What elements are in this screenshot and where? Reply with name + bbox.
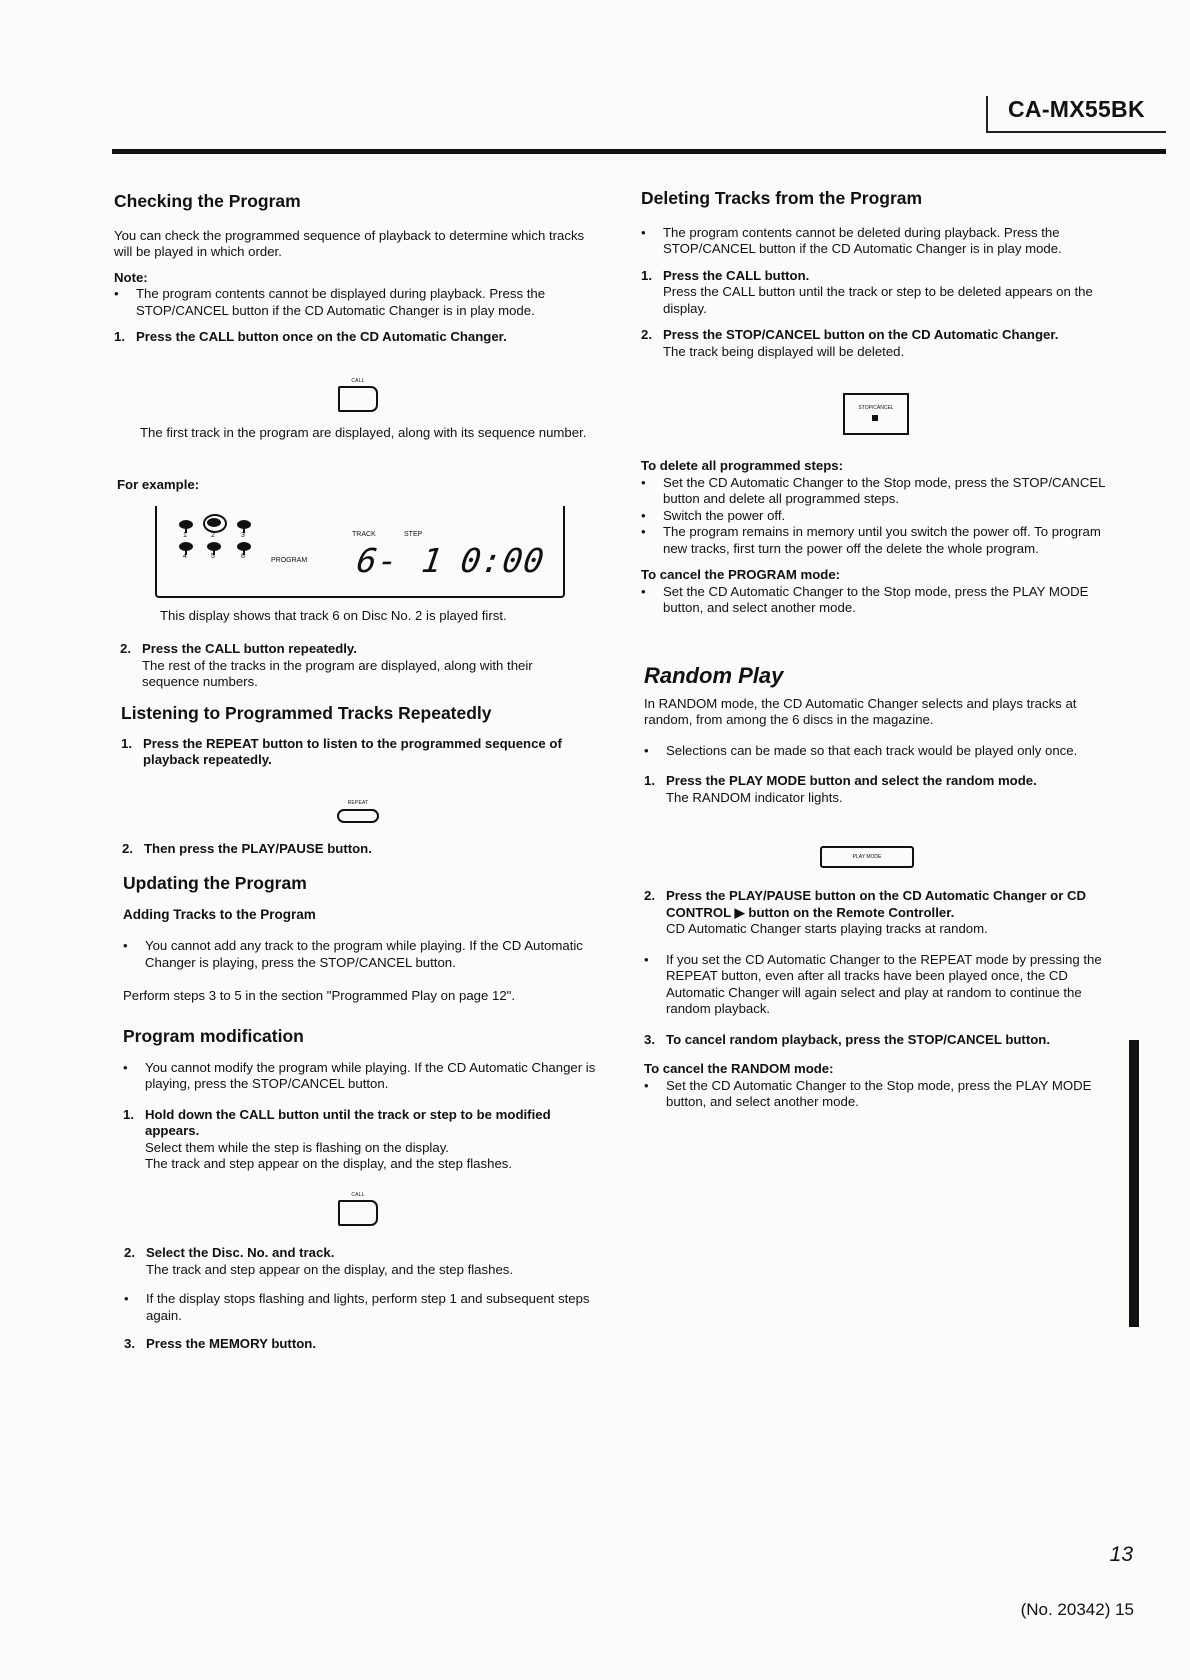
listening-step-2-block: [122, 841, 602, 858]
disc-number: 2: [211, 532, 215, 539]
step-text: Press the PLAY MODE button and select the random mode.: [666, 773, 1037, 788]
header-divider: [986, 96, 988, 133]
step-body: [145, 1107, 598, 1173]
listening-step-1: [121, 736, 601, 769]
step-body: [663, 327, 1109, 360]
deleting-bullet: • The program contents cannot be deleted during playback. Press the STOP/CANCEL button if the CD Automatic Changer is in play mode.: [641, 225, 1109, 258]
modification-bullet-2: • If the display stops flashing and lights, perform step 1 and subsequent steps again.: [124, 1291, 599, 1324]
call-button-illustration-2: [318, 1192, 398, 1226]
random-step-1: [644, 773, 1112, 806]
lcd-display-illustration: [155, 506, 565, 598]
cancel-random-bullet: • Set the CD Automatic Changer to the Stop mode, press the PLAY MODE button, and select another mode.: [644, 1078, 1112, 1111]
modification-title: Program modification: [123, 1026, 304, 1046]
document-number: (No. 20342) 15: [1020, 1600, 1134, 1619]
listening-section: [121, 705, 601, 769]
random-steps-block: [644, 888, 1112, 1111]
step-desc: The track being displayed will be deleted.: [663, 343, 905, 359]
lcd-time-value: 0:00: [458, 541, 548, 580]
step-desc: The rest of the tracks in the program are displayed, along with their sequence numbers.: [142, 657, 533, 689]
step-text: Press the CALL button once on the CD Automatic Changer.: [136, 329, 507, 344]
disc-number: 1: [183, 532, 187, 539]
delete-all-bullet-1: • Set the CD Automatic Changer to the Stop mode, press the STOP/CANCEL button and delete all programmed steps.: [641, 475, 1109, 508]
listening-step-2: [122, 841, 602, 858]
stop-cancel-button-icon: [843, 393, 909, 435]
repeat-button-label: REPEAT: [347, 800, 369, 806]
random-step-2: [644, 888, 1112, 938]
modification-bullet-text: You cannot modify the program while playing. If the CD Automatic Changer is playing, press the STOP/CANCEL button.: [145, 1059, 596, 1091]
disc-number: 3: [241, 532, 245, 539]
track-label: TRACK: [352, 531, 376, 538]
step-desc: CD Automatic Changer starts playing tracks at random.: [666, 921, 988, 936]
cancel-random-label: To cancel the RANDOM mode:: [644, 1061, 834, 1076]
random-step-3: [644, 1032, 1112, 1049]
modification-step-2: [124, 1245, 599, 1278]
updating-bullet-text: You cannot add any track to the program while playing. If the CD Automatic Changer is playing, press the STOP/CANCEL button.: [145, 938, 583, 970]
call-button-icon: [338, 1200, 378, 1226]
step-number: 1.: [121, 735, 132, 751]
updating-section: [123, 875, 598, 1005]
delete-all-bullet-3: • The program remains in memory until you switch the power off. To program new tracks, first turn the power off the delete the whole program.: [641, 524, 1109, 557]
step-body: [666, 888, 1112, 938]
random-bullet-text: Selections can be made so that each track would be played only once.: [666, 742, 1078, 758]
checking-program-section: [114, 193, 594, 346]
step-text: Press the MEMORY button.: [146, 1336, 316, 1351]
random-bullet-2: • If you set the CD Automatic Changer to the REPEAT mode by pressing the REPEAT button, even after all tracks have been played once, the CD Automatic Changer will again select and play at random to continue the random playback.: [644, 952, 1112, 1018]
updating-title: Updating the Program: [123, 873, 307, 893]
updating-perform: Perform steps 3 to 5 in the section "Programmed Play on page 12".: [123, 988, 516, 1003]
delete-all-text: The program remains in memory until you switch the power off. To program new tracks, first turn the power off the delete the whole program.: [663, 524, 1101, 556]
step-number: 2.: [124, 1245, 135, 1260]
modification-step-1: [123, 1107, 598, 1173]
deleting-bullet-text: The program contents cannot be deleted during playback. Press the STOP/CANCEL button if the CD Automatic Changer is in play mode.: [663, 224, 1062, 256]
random-play-title: Random Play: [644, 663, 784, 688]
delete-all-text: Set the CD Automatic Changer to the Stop mode, press the STOP/CANCEL button and delete all programmed steps.: [663, 474, 1105, 506]
step-text: To cancel random playback, press the STOP/CANCEL button.: [666, 1031, 1050, 1047]
step-number: 2.: [120, 641, 131, 656]
step-text: Press the REPEAT button to listen to the programmed sequence of playback repeatedly.: [143, 735, 562, 767]
deleting-step-1: [641, 268, 1109, 318]
modification-bullet: • You cannot modify the program while playing. If the CD Automatic Changer is playing, press the STOP/CANCEL button.: [123, 1060, 598, 1093]
step-body: [146, 1245, 599, 1278]
step-desc: Press the CALL button until the track or step to be deleted appears on the display.: [663, 284, 1093, 316]
step-text: Press the CALL button.: [663, 267, 810, 283]
modification-bullet2-text: If the display stops flashing and lights, perform step 1 and subsequent steps again.: [146, 1291, 590, 1323]
step-text: Press the PLAY/PAUSE button on the CD Automatic Changer or CD CONTROL ▶ button on the Remote Controller.: [666, 888, 1087, 920]
stop-cancel-button-illustration: [843, 393, 909, 435]
cancel-program-bullet: • Set the CD Automatic Changer to the Stop mode, press the PLAY MODE button, and select another mode.: [641, 584, 1109, 617]
display-caption: This display shows that track 6 on Disc No. 2 is played first.: [160, 608, 507, 623]
delete-all-bullet-2: • Switch the power off.: [641, 508, 1109, 525]
step-text: Then press the PLAY/PAUSE button.: [144, 841, 372, 856]
step-number: 2.: [122, 841, 133, 856]
example-label: For example:: [117, 477, 200, 492]
display-caption-block: [160, 608, 640, 625]
random-bullet2-text: If you set the CD Automatic Changer to the REPEAT mode by pressing the REPEAT button, even after all tracks have been played once, the CD Automatic Changer will again select and play at random to continue the random playback.: [666, 951, 1102, 1016]
checking-step-1: [114, 329, 594, 346]
note-text: The program contents cannot be displayed during playback. Press the STOP/CANCEL button if the CD Automatic Changer is in play mode.: [136, 286, 546, 318]
step-number: 1.: [114, 329, 125, 344]
checking-step1-desc-block: [140, 425, 595, 442]
top-rule: [112, 149, 1166, 154]
disc-2-indicator: [207, 518, 221, 527]
updating-bullet: • You cannot add any track to the program while playing. If the CD Automatic Changer is playing, press the STOP/CANCEL button.: [123, 938, 598, 971]
adding-tracks-subtitle: Adding Tracks to the Program: [123, 906, 316, 922]
note-label: Note:: [114, 269, 148, 285]
checking-step1-desc: The first track in the program are displayed, along with its sequence number.: [140, 425, 587, 440]
listening-title: Listening to Programmed Tracks Repeatedly: [121, 703, 492, 723]
repeat-button-icon: [337, 809, 379, 823]
disc-number: 4: [183, 553, 187, 560]
checking-intro: You can check the programmed sequence of playback to determine which tracks will be played in which order.: [114, 227, 585, 259]
deleting-section: [641, 190, 1109, 360]
step-body: [666, 773, 1112, 806]
lcd-step-value: 1: [419, 541, 446, 580]
random-bullet: • Selections can be made so that each track would be played only once.: [644, 743, 1112, 760]
step-desc: The track and step appear on the display, and the step flashes.: [146, 1261, 514, 1277]
step-text: Press the CALL button repeatedly.: [142, 641, 357, 656]
step-number: 1.: [644, 773, 655, 788]
random-intro: In RANDOM mode, the CD Automatic Changer selects and plays tracks at random, from among the 6 discs in the magazine.: [644, 695, 1077, 727]
program-indicator: PROGRAM: [271, 557, 308, 564]
header-underline: [986, 131, 1166, 133]
modification-step-3: [124, 1336, 599, 1353]
checking-step-2: [120, 641, 592, 691]
modification-section: [123, 1028, 598, 1173]
cancel-program-label: To cancel the PROGRAM mode:: [641, 567, 841, 582]
call-button-label: CALL: [351, 378, 365, 384]
play-mode-button-label: PLAY MODE: [852, 854, 882, 860]
disc-number: 6: [241, 553, 245, 560]
step-desc: Select them while the step is flashing on the display.: [145, 1139, 449, 1155]
delete-all-text: Switch the power off.: [663, 507, 786, 523]
step-text: Select the Disc. No. and track.: [146, 1245, 335, 1260]
model-number: CA-MX55BK: [1008, 96, 1145, 122]
page-number: 13: [1109, 1543, 1133, 1566]
note-bullet: • The program contents cannot be displayed during playback. Press the STOP/CANCEL button if the CD Automatic Changer is in play mode.: [114, 286, 594, 319]
step-desc: The RANDOM indicator lights.: [666, 789, 843, 805]
deleting-step-2: [641, 327, 1109, 360]
play-mode-button-icon: [820, 846, 914, 868]
stop-square-icon: [872, 415, 878, 421]
stop-cancel-button-label: STOP/CANCEL: [858, 405, 894, 411]
call-button-label: CALL: [351, 1192, 365, 1198]
checking-title: Checking the Program: [114, 191, 301, 211]
call-button-illustration: [318, 378, 398, 412]
lcd-track-value: 6-: [354, 541, 402, 580]
step-label: STEP: [404, 531, 423, 538]
deleting-title: Deleting Tracks from the Program: [641, 188, 923, 208]
step-body: [142, 641, 592, 691]
step-desc: The track and step appear on the display, and the step flashes.: [145, 1156, 513, 1171]
modification-steps-block: [124, 1245, 599, 1353]
step-number: 1.: [641, 267, 652, 283]
step-text: Hold down the CALL button until the track or step to be modified appears.: [145, 1106, 551, 1138]
cancel-random-text: Set the CD Automatic Changer to the Stop mode, press the PLAY MODE button, and select another mode.: [666, 1077, 1092, 1109]
step-number: 1.: [123, 1106, 134, 1122]
repeat-button-illustration: [318, 800, 398, 823]
delete-all-label: To delete all programmed steps:: [641, 458, 844, 473]
step-number: 3.: [644, 1031, 655, 1047]
checking-step-2-block: [120, 641, 592, 691]
step-text: Press the STOP/CANCEL button on the CD Automatic Changer.: [663, 327, 1059, 342]
step-body: [663, 268, 1109, 318]
delete-all-block: [641, 458, 1109, 617]
example-block: [117, 477, 597, 494]
random-play-section: [644, 663, 1112, 806]
disc-number: 5: [211, 553, 215, 560]
cancel-program-text: Set the CD Automatic Changer to the Stop mode, press the PLAY MODE button, and select another mode.: [663, 583, 1089, 615]
step-number: 3.: [124, 1336, 135, 1351]
call-button-icon: [338, 386, 378, 412]
play-mode-button-illustration: [819, 846, 915, 868]
step-number: 2.: [644, 888, 655, 903]
section-marker-bar: [1129, 1040, 1139, 1327]
step-number: 2.: [641, 327, 652, 342]
